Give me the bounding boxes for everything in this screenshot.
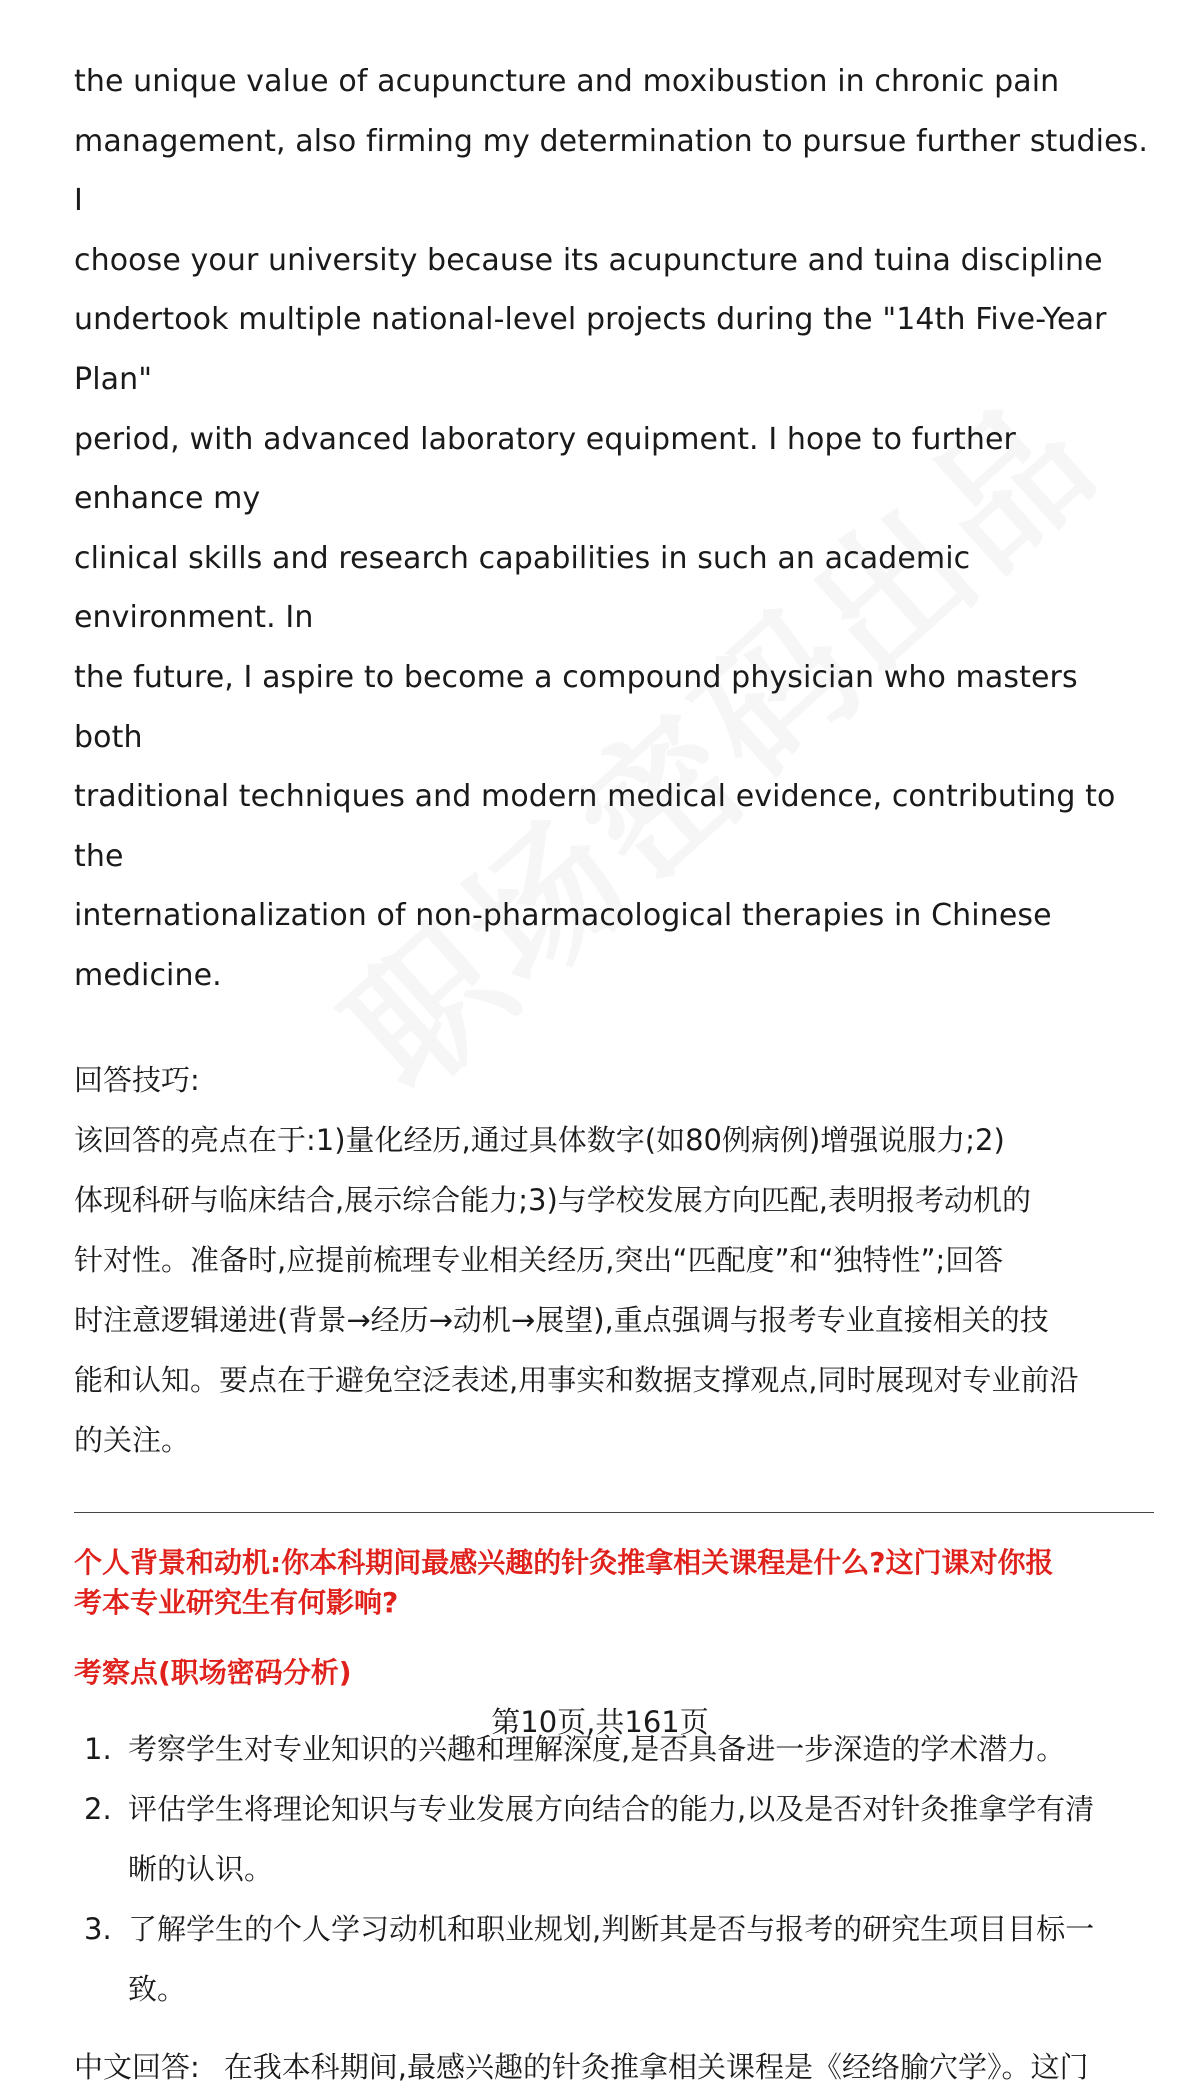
tips-line: 针对性。准备时,应提前梳理专业相关经历,突出“匹配度”和“独特性”;回答 bbox=[74, 1242, 1004, 1277]
question-line: 考本专业研究生有何影响? bbox=[74, 1585, 399, 1619]
answer-label: 中文回答: bbox=[74, 2049, 200, 2084]
english-answer-paragraph bbox=[74, 52, 1154, 1006]
tips-line: 的关注。 bbox=[74, 1422, 191, 1457]
tips-line: 该回答的亮点在于:1)量化经历,通过具体数字(如80例病例)增强说服力;2) bbox=[74, 1122, 1005, 1157]
chinese-answer bbox=[74, 2043, 1154, 2091]
assessment-heading: 考察点(职场密码分析) bbox=[74, 1655, 352, 1689]
paragraph-line: period, with advanced laboratory equipment. I hope to further enhance my bbox=[74, 421, 1016, 517]
section-divider bbox=[74, 1512, 1154, 1513]
page-content bbox=[74, 52, 1154, 2091]
list-number: 3. bbox=[84, 1911, 112, 1946]
paragraph-line: the future, I aspire to become a compound physician who masters both bbox=[74, 659, 1078, 755]
paragraph-line: the unique value of acupuncture and moxibustion in chronic pain bbox=[74, 64, 1060, 99]
list-item-text: 晰的认识。 bbox=[128, 1851, 274, 1886]
answer-text: 在我本科期间,最感兴趣的针灸推拿相关课程是《经络腧穴学》。这门 bbox=[223, 2049, 1089, 2084]
paragraph-line: clinical skills and research capabilities in such an academic environment. In bbox=[74, 540, 971, 636]
assessment-list bbox=[74, 1719, 1154, 2019]
list-number: 1. bbox=[84, 1731, 112, 1766]
paragraph-line: traditional techniques and modern medical evidence, contributing to the bbox=[74, 779, 1116, 874]
list-number: 2. bbox=[84, 1791, 112, 1826]
paragraph-line: choose your university because its acupuncture and tuina discipline bbox=[74, 242, 1103, 278]
tips-line: 时注意逻辑递进(背景→经历→动机→展望),重点强调与报考专业直接相关的技 bbox=[74, 1302, 1049, 1337]
question-line: 个人背景和动机:你本科期间最感兴趣的针灸推拿相关课程是什么?这门课对你报 bbox=[74, 1545, 1054, 1579]
list-item-text: 致。 bbox=[128, 1971, 187, 2006]
list-item-text: 考察学生对专业知识的兴趣和理解深度,是否具备进一步深造的学术潜力。 bbox=[128, 1731, 1066, 1766]
list-item bbox=[74, 1779, 1154, 1899]
paragraph-line: undertook multiple national-level projects during the "14th Five-Year Plan" bbox=[74, 302, 1107, 397]
tips-body bbox=[74, 1110, 1154, 1470]
tips-line: 体现科研与临床结合,展示综合能力;3)与学校发展方向匹配,表明报考动机的 bbox=[74, 1182, 1031, 1217]
tips-line: 能和认知。要点在于避免空泛表述,用事实和数据支撑观点,同时展现对专业前沿 bbox=[74, 1362, 1079, 1397]
list-item-text: 评估学生将理论知识与专业发展方向结合的能力,以及是否对针灸推拿学有清 bbox=[128, 1791, 1095, 1826]
paragraph-line: management, also firming my determination to pursue further studies. I bbox=[74, 123, 1149, 219]
paragraph-line: internationalization of non-pharmacological therapies in Chinese medicine. bbox=[74, 898, 1052, 993]
page-number: 第10页,共161页 bbox=[491, 1705, 709, 1739]
tips-heading: 回答技巧: bbox=[74, 1062, 200, 1097]
list-item bbox=[74, 1899, 1154, 2019]
list-item-text: 了解学生的个人学习动机和职业规划,判断其是否与报考的研究生项目目标一 bbox=[128, 1911, 1095, 1946]
question-heading bbox=[74, 1543, 1154, 1623]
